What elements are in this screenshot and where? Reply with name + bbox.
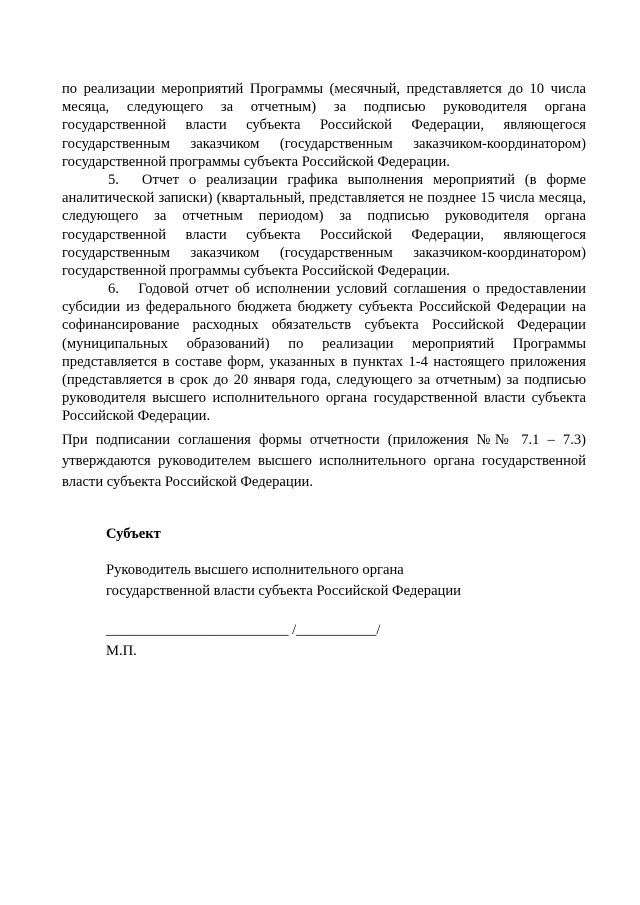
signature-line: _________________________ /___________/ (106, 622, 381, 638)
signatory-title (106, 560, 546, 602)
paragraph-continuation (62, 80, 586, 171)
paragraph-text: При подписании соглашения формы отчетности (приложения №№ 7.1 – 7.3) утверждаются руководителем высшего исполнительного органа государственной власти субъекта Российской Федерации. (62, 432, 586, 490)
paragraph-text: по реализации мероприятий Программы (месячный, представляется до 10 числа месяца, следующего за отчетным) за подписью руководителя органа государственной власти субъекта Российской Федерации, являющегося государственным заказчиком (государственным заказчиком-координатором) государственной программы субъекта Российской Федерации. (62, 81, 586, 170)
subject-heading: Субъект (106, 526, 161, 542)
paragraph-text: Отчет о реализации графика выполнения мероприятий (в форме аналитической записки) (квартальный, представляется не позднее 15 числа месяца, следующего за отчетным периодом) за подписью руководителя органа государственной власти субъекта Российской Федерации, являющегося государственным заказчиком (государственным заказчиком-координатором) государственной программы субъекта Российской Федерации. (62, 172, 586, 280)
paragraph-text: Годовой отчет об исполнении условий соглашения о предоставлении субсидии из федерального бюджета бюджету субъекта Российской Федерации на софинансирование расходных обязательств субъекта Российской Федерации (муниципальных образований) по реализации мероприятий Программы представляется в составе форм, указанных в пунктах 1-4 настоящего приложения (представляется в срок до 20 января года, следующего за отчетным) за подписью руководителя высшего исполнительного органа государственной власти субъекта Российской Федерации. (62, 281, 586, 425)
paragraph-item-5 (62, 171, 586, 280)
signatory-title-line-2: государственной власти субъекта Российской Федерации (106, 583, 461, 599)
paragraph-item-6 (62, 280, 586, 426)
signatory-title-line-1: Руководитель высшего исполнительного органа (106, 562, 404, 578)
item-number: 6. (108, 281, 119, 297)
item-number: 5. (108, 172, 119, 188)
paragraph-signing-note (62, 430, 586, 493)
stamp-place-label: М.П. (106, 643, 137, 659)
